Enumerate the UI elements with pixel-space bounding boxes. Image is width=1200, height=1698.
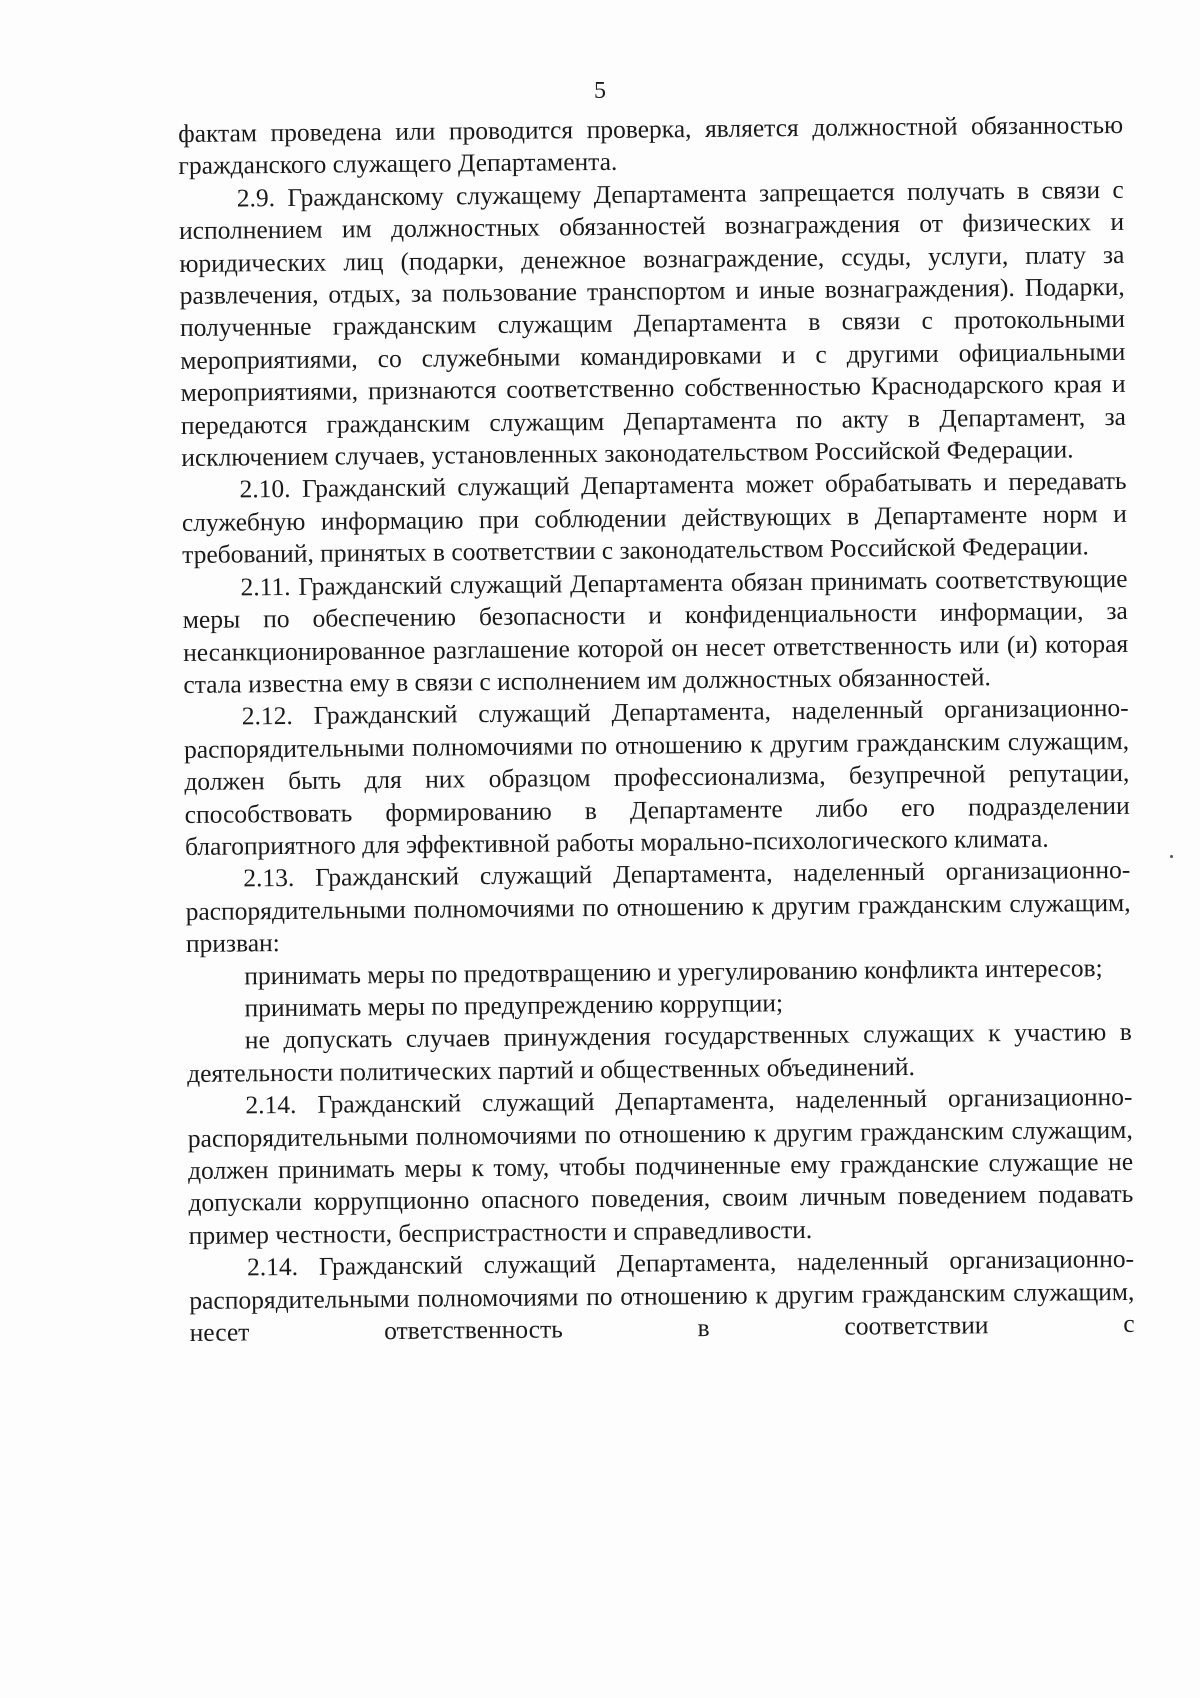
paragraph-number: 2.14. [245, 1090, 297, 1120]
paragraph-text: Гражданский служащий Департамента, наделенный организационно-распорядительными полномочиями по отношению к другим гражданским служащим, призван: [185, 855, 1131, 959]
paragraph-text: Гражданский служащий Департамента, наделенный организационно-распорядительными полномочиями по отношению к другим гражданским служащим, должен быть для них образцом профессионализма, безупречной репутации, способствовать формированию в Департаменте либо его подразделении благоприятного для эффективной работы морально-психологического климата. [183, 693, 1130, 861]
paragraph-number: 2.13. [243, 863, 295, 893]
paragraph-text: принимать меры по предотвращению и урегулированию конфликта интересов; [244, 952, 1103, 990]
paragraph-2-11 [182, 563, 1128, 702]
paragraph-continuation [178, 109, 1124, 183]
paragraph-text: Гражданскому служащему Департамента запрещается получать в связи с исполнением им должностных обязанностей вознаграждения от физических и юридических лиц (подарки, денежное вознаграждение, ссуды, услуги, плату за развлечения, отдых, за пользование транспортом и иные вознаграждения). Подарки, полученные гражданским служащим Департамента в связи с протокольными мероприятиями, со служебными командировками и с другими официальными мероприятиями, признаются соответственно собственностью Краснодарского края и передаются гражданским служащим Департамента по акту в Департамент, за исключением случаев, установленных законодательством Российской Федерации. [178, 174, 1127, 473]
document-body [178, 109, 1135, 1349]
paragraph-number: 2.10. [239, 474, 291, 504]
paragraph-text: Гражданский служащий Департамента может обрабатывать и передавать служебную информацию при соблюдении действующих в Департаменте норм и требований, принятых в соответствии с законодательством Российской Федерации. [181, 466, 1127, 570]
paragraph-number: 2.9. [236, 182, 276, 213]
page-number: 5 [594, 78, 606, 104]
paragraph-text: фактам проведена или проводится проверка, является должностной обязанностью гражданского служащего Департамента. [178, 109, 1124, 181]
paragraph-text: Гражданский служащий Департамента, наделенный организационно-распорядительными полномочиями по отношению к другим гражданским служащим, несет ответственность в соответствии с [189, 1244, 1135, 1347]
paragraph-2-10 [181, 465, 1127, 571]
list-item-political-coercion [187, 1016, 1133, 1090]
paragraph-number: 2.14. [246, 1252, 299, 1282]
paragraph-text: Гражданский служащий Департамента обязан принимать соответствующие меры по обеспечению безопасности и конфиденциальности информации, за несанкционированное разглашение которой он несет ответственность или (и) которая стала известна ему в связи с исполнением им должностных обязанностей. [182, 563, 1129, 699]
paragraph-text: принимать меры по предупреждению коррупции; [244, 988, 784, 1023]
paragraph-number: 2.11. [240, 571, 291, 602]
scan-speck [1170, 855, 1173, 858]
paragraph-text: Гражданский служащий Департамента, наделенный организационно-распорядительными полномочиями по отношению к другим гражданским служащим, должен принимать меры к тому, чтобы подчиненные ему гражданские служащие не допускали коррупционно опасного поведения, своим личным поведением подавать пример честности, беспристрастности и справедливости. [187, 1082, 1134, 1250]
paragraph-2-14-first [187, 1081, 1134, 1252]
paragraph-2-12 [184, 692, 1131, 863]
paragraph-2-9 [179, 174, 1127, 475]
paragraph-number: 2.12. [241, 701, 293, 731]
paragraph-2-13 [185, 854, 1131, 960]
paragraph-text: не допускать случаев принуждения государственных служащих к участию в деятельности политических партий и общественных объединений. [187, 1017, 1132, 1088]
paragraph-2-14-second [189, 1243, 1135, 1349]
